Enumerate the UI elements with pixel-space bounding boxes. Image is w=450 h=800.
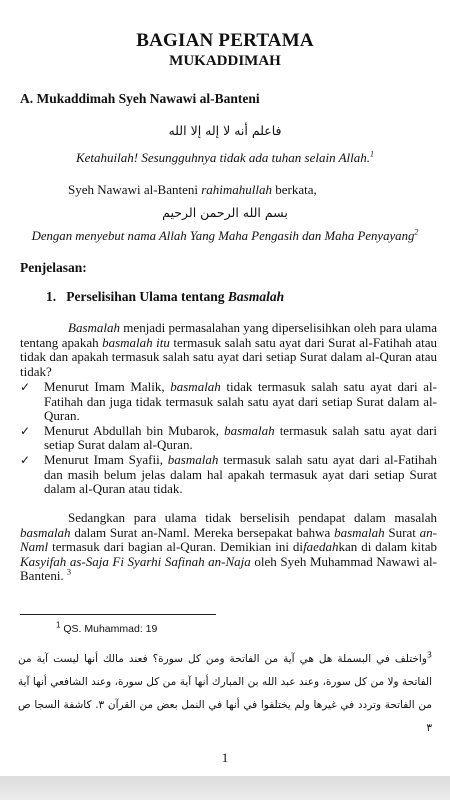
page-subtitle: MUKADDIMAH — [169, 53, 281, 69]
page-number: 1 — [221, 750, 229, 765]
intro-line-italic: rahimahullah — [201, 182, 273, 197]
bullet-1-b: tidak termasuk salah satu ayat dari al-Fatihah dan juga tidak termasuk salah satu ayat dari setiap Surat dalam al-Quran. — [44, 379, 437, 424]
footnote-1 — [56, 620, 158, 635]
list-item — [20, 453, 437, 497]
bullet-3-a: Menurut Imam Syafii, — [44, 451, 168, 467]
bullet-2-italic: basmalah — [224, 422, 275, 438]
subheading-italic: Basmalah — [227, 289, 285, 304]
translation-2-text: Dengan menyebut nama Allah Yang Maha Pengasih dan Maha Penyayang — [31, 229, 415, 243]
para2-t3: Surat — [384, 524, 420, 540]
check-icon: ✓ — [20, 380, 31, 394]
para2-t6: oleh Syeh Muhammad Nawawi al-Banteni. — [20, 553, 437, 584]
subheading-text: Perselisihan Ulama tentang — [66, 289, 228, 304]
list-item-text — [44, 453, 437, 497]
para2-t5: kan di dalam kitab — [338, 539, 438, 555]
para2-t1: Sedangkan para ulama tidak berselisih pendapat dalam masalah — [68, 510, 437, 525]
bullet-list — [20, 380, 437, 497]
footnote-3-number: 3 — [426, 650, 432, 660]
list-item-text — [44, 424, 437, 453]
para2-i1: basmalah — [20, 524, 71, 540]
check-icon: ✓ — [20, 423, 31, 438]
list-item-text — [44, 380, 437, 424]
footnote-ref-3: 3 — [66, 568, 71, 578]
footnote-ref-2: 2 — [414, 227, 419, 237]
translation-1 — [0, 150, 450, 166]
para1-t2: termasuk salah satu ayat dari Surat al-Fatihah atau tidak dan apakah termasuk salah satu ayat dari setiap Surat dalam al-Quran atau tidak? — [20, 334, 437, 379]
translation-2 — [0, 229, 450, 244]
footnote-divider — [20, 614, 216, 615]
arabic-verse-1: فاعلم أنه لا إله إلا الله — [168, 123, 282, 138]
bullet-1-a: Menurut Imam Malik, — [44, 379, 171, 394]
penjelasan-label: Penjelasan: — [20, 260, 87, 275]
section-heading: A. Mukaddimah Syeh Nawawi al-Banteni — [20, 91, 260, 106]
footnote-1-text: QS. Muhammad: 19 — [63, 623, 158, 635]
list-item — [20, 380, 437, 424]
translation-1-text: Ketahuilah! Sesungguhnya tidak ada tuhan selain Allah. — [75, 150, 371, 165]
paragraph-1 — [20, 321, 437, 379]
bullet-2-b: termasuk salah satu ayat dari setiap Surat dalam al-Quran. — [44, 422, 437, 453]
para2-i2: basmalah — [334, 524, 385, 540]
bullet-2-a: Menurut Abdullah bin Mubarok, — [44, 422, 225, 438]
check-icon: ✓ — [20, 452, 31, 467]
arabic-basmalah: بسم الله الرحمن الرحيم — [162, 205, 288, 220]
intro-line-a: Syeh Nawawi al-Banteni — [68, 182, 202, 197]
para2-t4: termasuk dari bagian al-Quran. Demikian ini di — [48, 539, 304, 555]
para2-i5: Kasyifah as-Saja Fi Syarhi Safinah an-Naja — [20, 553, 251, 569]
page-title: BAGIAN PERTAMA — [136, 30, 314, 51]
bullet-1-italic: basmalah — [170, 379, 221, 394]
footnote-3-text: واختلف في البسملة هل هي آية من الفاتحة ومن كل سورة؟ فعند مالك أنها ليست آية من الفاتحة ولا من كل سورة، وعند عبد الله بن المبارك أنها آية من كل سورة، وعند الشافعي أنها آية من الفاتحة وتردد في غيرها ولم يختلفوا في أنها في النمل بعض من القرآن ٣. كاشفة السجا ص ٣ — [18, 653, 432, 734]
intro-line — [68, 182, 317, 198]
paragraph-2 — [20, 511, 437, 584]
subheading-number: 1. — [46, 289, 57, 304]
para2-i4: faedah — [303, 539, 339, 555]
para1-t1: menjadi permasalahan yang diperselisihkan oleh para ulama tentang apakah — [20, 320, 437, 350]
intro-line-b: berkata, — [272, 182, 317, 197]
page-edge — [0, 776, 450, 800]
list-item — [20, 424, 437, 453]
footnote-3 — [18, 648, 432, 740]
para1-w2: basmalah itu — [102, 334, 170, 350]
subheading — [46, 289, 284, 305]
para2-i3: an-Naml — [20, 524, 437, 555]
para1-w1: Basmalah — [68, 320, 120, 335]
para2-t2: dalam Surat an-Naml. Mereka bersepakat bahwa — [70, 524, 335, 540]
footnote-ref-1: 1 — [370, 149, 375, 159]
footnote-1-number: 1 — [56, 620, 61, 630]
bullet-3-b: termasuk salah satu ayat dari al-Fatihah dan masih belum jelas dalam hal apakah termasuk ayat dari setiap Surat dalam al-Quran atau tidak. — [44, 451, 437, 497]
bullet-3-italic: basmalah — [167, 451, 219, 467]
